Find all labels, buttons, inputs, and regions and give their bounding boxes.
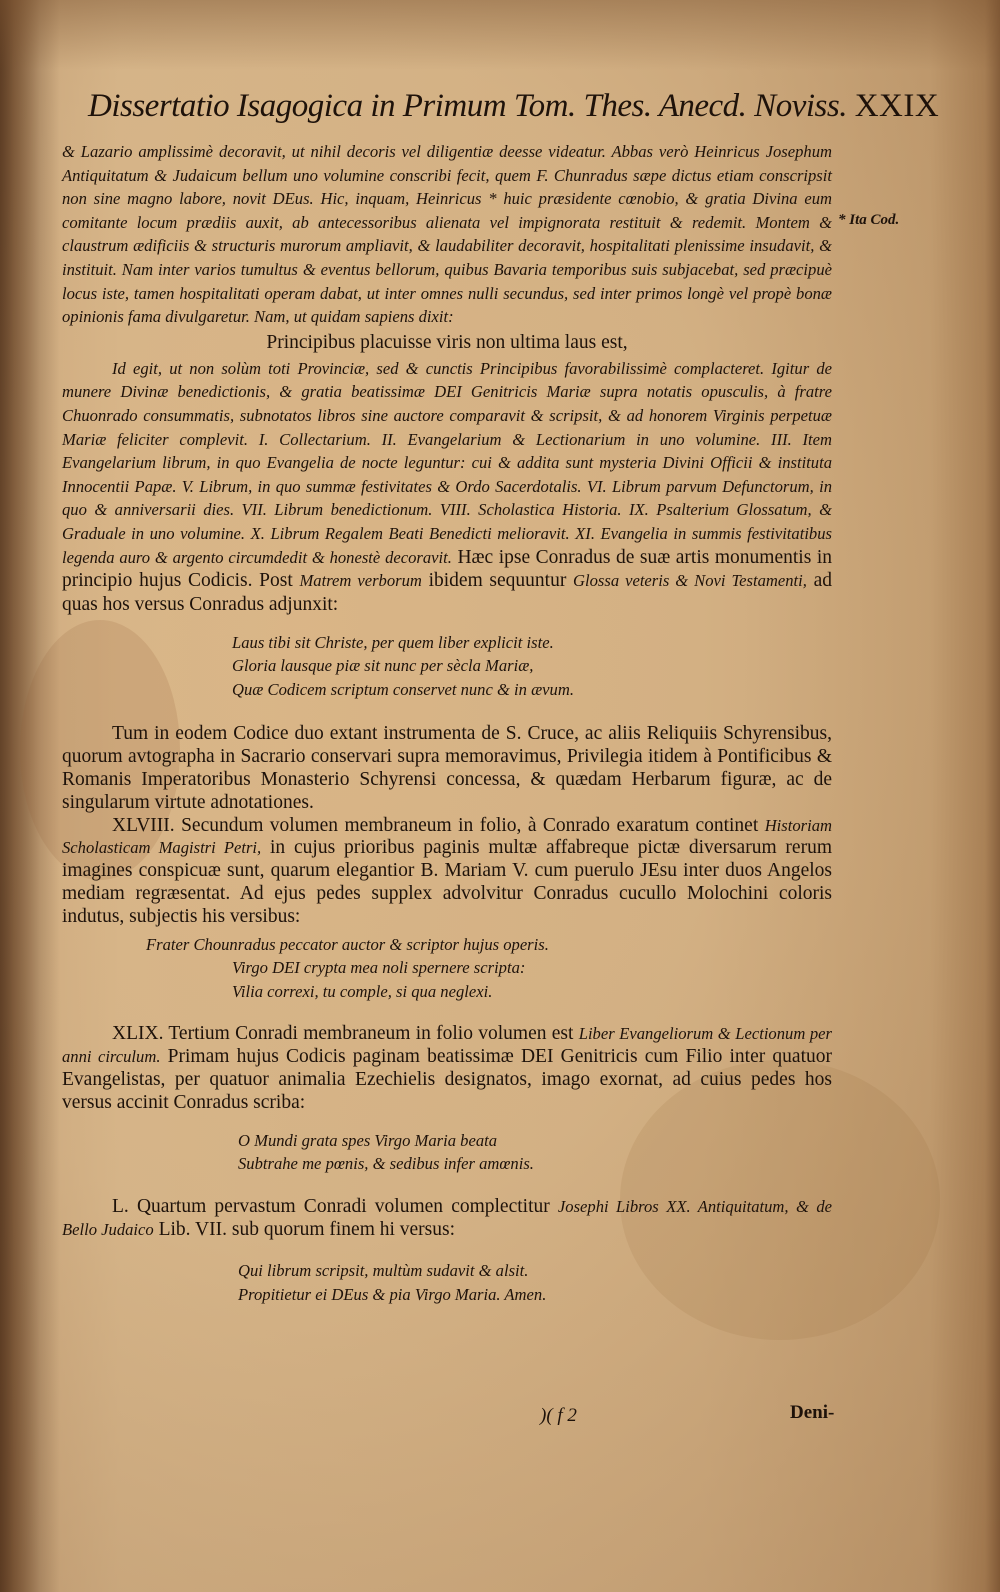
verse-line: Subtrahe me pœnis, & sedibus infer amœnis. (238, 1154, 534, 1174)
verse-line: Virgo DEI crypta mea noli spernere scripta: (232, 958, 526, 978)
title-mater-verborum: Matrem verborum (299, 571, 422, 591)
text-body (62, 140, 832, 1307)
verse-line: Gloria lausque piæ sit nunc per sècla Mariæ, (232, 656, 534, 676)
l-text: L. Quartum pervastum Conradi volumen complectitur (112, 1195, 558, 1217)
title-historia-scholastica: Historiam Scholasticam Magistri Petri, (62, 815, 832, 858)
commentary-text-3: ad quas hos versus Conradus adjunxit: (62, 570, 832, 616)
paragraph-instruments: Tum in eodem Codice duo extant instrumenta de S. Cruce, ac aliis Reliquiis Schyrensibus, quorum avtographa in Sacrario conservari supra memoravimus, Privilegia itidem à Pontificibus & Romanis Imperatoribus Monasterio Schyrensi concessa, & quædam Herbarum figuræ, ac de singularum virtute adnotationes. (62, 723, 832, 813)
paragraph-book-list (62, 357, 832, 617)
paragraph-xlix (62, 1023, 832, 1114)
verse-block-3 (238, 1129, 832, 1176)
margin-note: * Ita Cod. (838, 212, 900, 228)
l-text-2: Lib. VII. sub quorum finem hi versus: (153, 1218, 456, 1240)
verse-line: Laus tibi sit Christe, per quem liber explicit iste. (232, 632, 554, 652)
paragraph-l (62, 1196, 832, 1242)
verse-block-4 (238, 1259, 832, 1306)
xlviii-text-2: in cujus prioribus paginis multæ affabreque pictæ diversarum rerum imagines conspicuæ sunt, quarum elegantior B. Mariam V. cum puerulo JEsu inter duos Angelos mediam regræsentat. Ad ejus pedes supplex advolvitur Conradus cucullo Molochini coloris indutus, subjectis his versibus: (62, 837, 832, 927)
verse-line: Frater Chounradus peccator auctor & scriptor hujus operis. (146, 934, 549, 954)
title-glossa: Glossa veteris & Novi Testamenti, (573, 571, 807, 591)
xlix-text-2: Primam hujus Codicis paginam beatissimæ DEI Genitricis cum Filio inter quatuor Evangelistas, per quatuor animalia Ezechielis designatos, imago exornat, ad cuius pedes hos versus accinit Conradus scriba: (62, 1046, 832, 1113)
title-liber-evangeliorum: Liber Evangeliorum & Lectionum per anni circulum. (62, 1024, 832, 1067)
xlviii-text: XLVIII. Secundum volumen membraneum in folio, à Conrado exaratum continet (112, 814, 765, 836)
page-number: XXIX (854, 88, 940, 124)
verse-line: Quæ Codicem scriptum conservet nunc & in ævum. (232, 679, 574, 699)
verse-line: Propitietur ei DEus & pia Virgo Maria. Amen. (238, 1284, 547, 1304)
verse-line: O Mundi grata spes Virgo Maria beata (238, 1130, 498, 1150)
verse-block-1 (232, 631, 832, 702)
verse-line: Qui librum scripsit, multùm sudavit & alsit. (238, 1261, 529, 1281)
verse-line: Vilia correxi, tu comple, si qua neglexi. (232, 981, 493, 1001)
catchword: Deni- (790, 1402, 835, 1423)
binding-shadow (0, 0, 60, 1592)
book-list-text: Id egit, ut non solùm toti Provinciæ, sed & cunctis Principibus favorabilissimè complacteret. Igitur de munere Divinæ benedictionis, & gratia beatissimæ DEI Genitricis Mariæ supra notatis opusculis, à fratre Chuonrado consummatis, subnotatos libros sine auctore comparavit & scripsit, & ad honorem Virginis perpetuæ Mariæ feliciter complevit. I. Collectarium. II. Evangelarium & Lectionarium in uno volumine. III. Item Evangelarium librum, in quo Evangelia de nocte leguntur: cui & addita sunt mysteria Divini Officii & instituta Innocentii Papæ. V. Librum, in quo summæ festivitates & Ordo Sacerdotalis. VI. Librum parvum Defunctorum, in quo & anniversarii dies. VII. Librum benedictionum. VIII. Scholastica Historia. IX. Psalterium Glossatum, & Graduale in uno volumine. X. Librum Regalem Beati Benedicti melioravit. XI. Evangelia in summis festivitatibus legenda auro & argento circumdedit & honestè decoravit. (62, 358, 832, 567)
verse-block-2 (146, 933, 832, 1004)
commentary-text-2: ibidem sequuntur (421, 570, 574, 592)
paragraph-chronicle: & Lazario amplissimè decoravit, ut nihil decoris vel diligentiæ deesse videatur. Abbas verò Heinricus Josephum Antiquitatum & Judaicum bellum uno volumine conscribi fecit, quem F. Chunradus sæpe dictus etiam conscripsit non sine magno labore, novit DEus. Hic, inquam, Heinricus * huic præsidente cœnobio, & gratia Divina eum comitante locum prædiis auxit, ab antecessoribus alienata vel impignorata restituit & redemit. Montem & claustrum ædificiis & structuris murorum ampliavit, & laudabiliter decoravit, hospitalitati plenissime insudavit, & instituit. Nam inter varios tumultus & eventus bellorum, quibus Bavaria temporibus suis subjacebat, sed præcipuè locus iste, tamen hospitalitati operam dabat, ut inter omnes nulli secundus, sed inter primos longè vel propè bonæ opinionis fama divulgaretur. Nam, ut quidam sapiens dixit: (62, 142, 832, 327)
page-header (88, 88, 940, 125)
commentary-text: Hæc ipse Conradus de suæ artis monumentis in principio hujus Codicis. Post (62, 546, 833, 592)
xlix-text: XLIX. Tertium Conradi membraneum in folio volumen est (112, 1023, 579, 1045)
quote-line: Principibus placuisse viris non ultima laus est, (266, 331, 628, 353)
signature-mark: )( f 2 (540, 1405, 577, 1426)
running-title: Dissertatio Isagogica in Primum Tom. Thes. Anecd. Noviss. (88, 88, 847, 124)
paragraph-xlviii (62, 815, 832, 929)
top-edge-shade (0, 0, 1000, 70)
title-josephus: Josephi Libros XX. Antiquitatum, & de Bello Judaico (62, 1196, 832, 1239)
